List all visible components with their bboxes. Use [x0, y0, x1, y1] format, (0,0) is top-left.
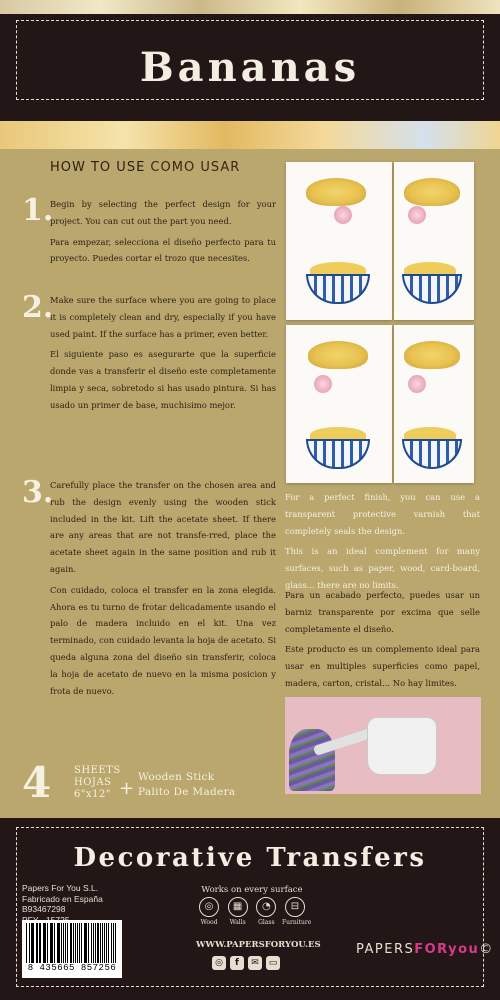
surface-glass — [253, 897, 279, 926]
brand-logo — [356, 942, 494, 957]
barcode-bar — [104, 923, 105, 963]
barcode-bar — [111, 923, 112, 963]
barcode-bar — [51, 923, 53, 963]
sheet-count-label — [74, 765, 121, 801]
surface-label: Glass — [258, 919, 275, 926]
barcode-bar — [108, 923, 110, 963]
finish-es-1: Para un acabado perfecto, puedes usar un barniz transparente por excima que selle completamente el diseño. — [285, 590, 480, 634]
step-3-en: Carefully place the transfer on the chosen area and rub the design evenly using the wooden stick included in the kit. Lift the acetate sheet. If there are any areas that are not transfe-rred, place the acetate sheet again in the same position and rub it again. — [50, 480, 276, 574]
flower-illustration — [408, 375, 426, 393]
barcode-bar — [97, 923, 98, 963]
brand-mark: © — [479, 942, 494, 957]
finish-en-2: This is an ideal complement for many surfaces, such as paper, wood, card-board, glass... there are no limits. — [285, 546, 480, 590]
kit-en: Wooden Stick — [138, 771, 215, 783]
step-1-en: Begin by selecting the perfect design for your project. You can cut out the part you need. — [50, 199, 276, 226]
social-icons — [212, 956, 280, 970]
sheet-preview-4 — [394, 325, 474, 483]
barcode-bar — [29, 923, 30, 963]
barcode-bar — [95, 923, 96, 963]
barcode-bar — [106, 923, 107, 963]
how-to-use-heading — [50, 160, 240, 175]
bowl-illustration — [402, 274, 462, 304]
finish-en-1: For a perfect finish, you can use a transparent protective varnish that completely seals the design. — [285, 492, 480, 536]
plus-sign: + — [119, 778, 135, 799]
watering-can-photo — [285, 697, 481, 794]
brand-prefix: PAPERS — [356, 942, 415, 957]
barcode-bar — [57, 923, 58, 963]
sheets-label-en: SHEETS — [74, 765, 121, 776]
barcode-bar — [70, 923, 72, 963]
footer-title: Decorative Transfers — [73, 843, 427, 873]
how-to-use-en: HOW TO USE — [50, 160, 146, 175]
barcode-bar — [75, 923, 76, 963]
how-to-use-es: COMO USAR — [150, 160, 241, 175]
fruit-illustration-strip — [0, 121, 500, 149]
barcode-bar — [26, 923, 27, 963]
barcode-bar — [39, 923, 40, 963]
step-2-es: El siguiente paso es asegurarte que la superficie donde vas a transferir el diseño este completamente limpia y seca, sobretodo si has usado pintura. Si has usado un primer de base, muchisimo mejor. — [50, 349, 276, 410]
sheet-count: 4 — [22, 758, 52, 807]
barcode-bar — [50, 923, 51, 963]
barcode-bars — [26, 923, 118, 963]
barcode-bar — [102, 923, 103, 963]
barcode-bar — [115, 923, 116, 963]
bowl-illustration — [306, 439, 370, 469]
surface-label: Walls — [229, 919, 246, 926]
wood-icon: ◎ — [199, 897, 219, 917]
surface-label: Furniture — [281, 919, 312, 926]
surface-walls — [225, 897, 251, 926]
brand-suffix: you — [448, 942, 480, 957]
step-2-en: Make sure the surface where you are going to place it is completely clean and dry, especially if you have used paint. If the surface has a primer, even better. — [50, 295, 276, 339]
company-origin: Fabricado en España — [22, 893, 103, 904]
surface-label: Wood — [200, 919, 218, 926]
barcode-bar — [65, 923, 66, 963]
barcode-bar — [47, 923, 48, 963]
company-name: Papers For You S.L. — [22, 883, 99, 893]
flower-illustration — [408, 206, 426, 224]
barcode-bar — [100, 923, 101, 963]
sheet-preview-1 — [286, 162, 392, 320]
barcode-bar — [93, 923, 94, 963]
step-2-number: 2. — [22, 290, 54, 325]
barcode-bar — [44, 923, 45, 963]
barcode-bar — [58, 923, 59, 963]
barcode-bar — [40, 923, 41, 963]
barcode-bar — [91, 923, 92, 963]
banana-illustration — [404, 341, 460, 369]
flower-illustration — [334, 206, 352, 224]
sheets-label-es: HOJAS — [74, 777, 112, 788]
website-link[interactable]: WWW.PAPERSFORYOU.ES — [196, 940, 321, 950]
barcode-bar — [77, 923, 78, 963]
email-icon[interactable]: ✉ — [248, 956, 262, 970]
banana-illustration — [404, 178, 460, 206]
barcode-bar — [79, 923, 80, 963]
barcode-bar — [32, 923, 33, 963]
watering-can-illustration — [367, 717, 437, 775]
instagram-icon[interactable]: ◎ — [212, 956, 226, 970]
sheet-size: 6"x12" — [74, 789, 111, 800]
finish-es-2: Este producto es un complemento ideal para usar en multiples superficies como papel, madera, carton, cristal... No hay limites. — [285, 644, 480, 688]
facebook-icon[interactable]: f — [230, 956, 244, 970]
barcode-bar — [36, 923, 38, 963]
barcode-bar — [43, 923, 44, 963]
step-3-text — [50, 477, 276, 699]
chat-icon[interactable]: ▭ — [266, 956, 280, 970]
finish-text-es — [285, 587, 480, 692]
surface-wood — [196, 897, 222, 926]
barcode-bar — [85, 923, 87, 963]
wall-icon: ▦ — [228, 897, 248, 917]
step-3-number: 3. — [22, 475, 54, 510]
surface-furniture — [281, 897, 312, 926]
step-1-number: 1. — [22, 193, 54, 228]
barcode-bar — [54, 923, 55, 963]
barcode-bar — [113, 923, 114, 963]
sheet-preview-3 — [286, 325, 392, 483]
bowl-illustration — [306, 274, 370, 304]
company-info — [22, 883, 103, 925]
sheet-preview-2 — [394, 162, 474, 320]
flower-illustration — [314, 375, 332, 393]
barcode-bar — [61, 923, 62, 963]
lavender-illustration — [289, 729, 335, 791]
works-on-every-surface-label: Works on every surface — [201, 885, 303, 895]
barcode-bar — [63, 923, 64, 963]
company-tax-id: B93467298 — [22, 904, 66, 914]
barcode-bar — [84, 923, 85, 963]
bowl-illustration — [402, 439, 462, 469]
banana-illustration — [308, 341, 368, 369]
kit-contents — [138, 770, 235, 800]
barcode — [22, 920, 122, 978]
glass-icon: ◔ — [256, 897, 276, 917]
barcode-number: 8 435665 857256 — [27, 963, 117, 973]
brand-highlight: FOR — [414, 942, 449, 957]
finish-text-en — [285, 489, 480, 594]
page-title: Bananas — [139, 44, 361, 91]
barcode-bar — [67, 923, 68, 963]
barcode-bar — [31, 923, 32, 963]
barcode-bar — [88, 923, 89, 963]
step-2-text — [50, 292, 276, 414]
barcode-bar — [73, 923, 74, 963]
kit-es: Palito De Madera — [138, 786, 236, 798]
barcode-bar — [81, 923, 82, 963]
step-1-text — [50, 196, 276, 267]
step-3-es: Con cuidado, coloca el transfer en la zona elegida. Ahora es tu turno de frotar delicadamente usando el palo de madera incluido en el kit. Una vez terminado, con cuidado levanta la hoja de acetato. Si queda alguna zona del diseño sin transferir, coloca la hoja de acetato de nuevo en la misma posicion y frota de nuevo. — [50, 584, 276, 696]
surface-icons — [196, 897, 312, 926]
step-1-es: Para empezar, selecciona el diseño perfecto para tu proyecto. Puedes cortar el trozo que necesites. — [50, 236, 276, 264]
banana-illustration — [306, 178, 366, 206]
furniture-icon: ⊟ — [285, 897, 305, 917]
